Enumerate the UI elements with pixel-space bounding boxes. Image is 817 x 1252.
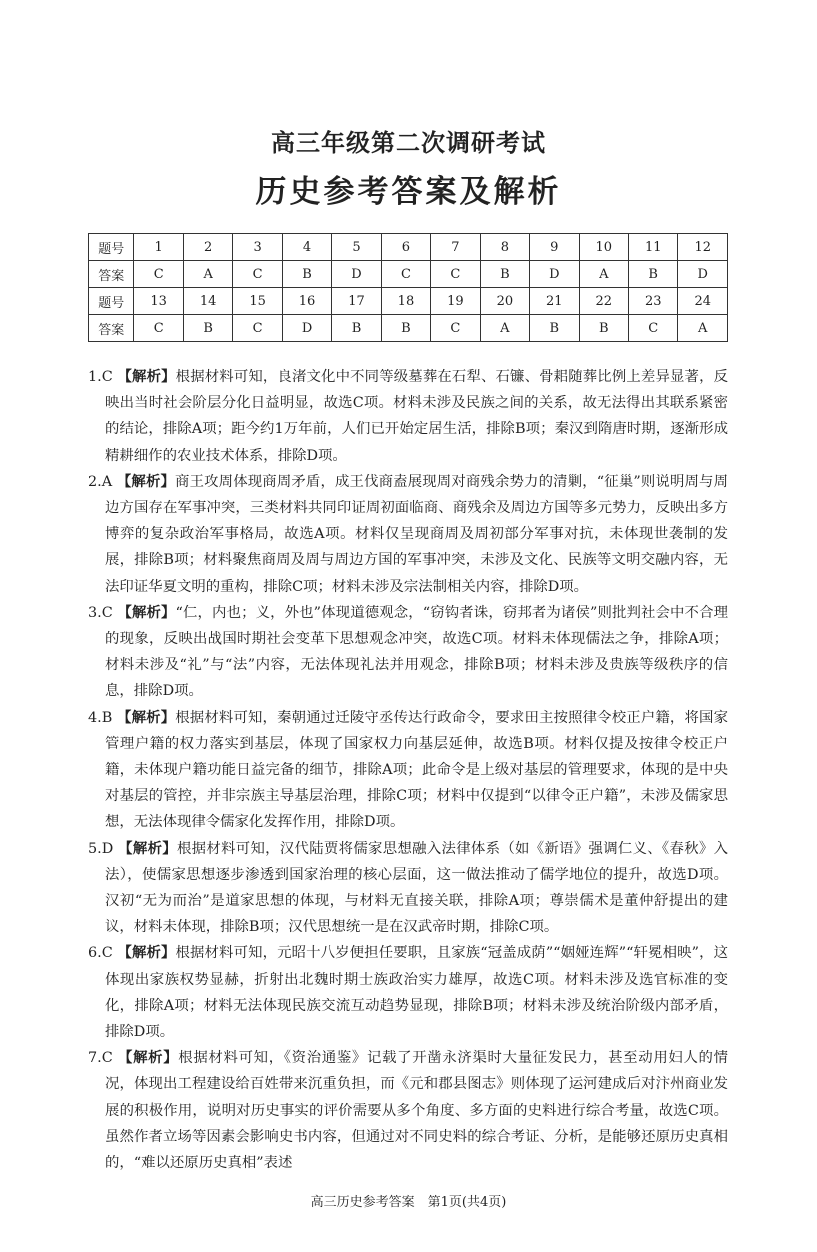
- row-label: 题号: [89, 234, 134, 261]
- table-row: [89, 261, 728, 288]
- item-text: 根据材料可知，良渚文化中不同等级墓葬在石犁、石镰、骨耜随葬比例上差异显著，反映出当时社会阶层分化日益明显，故选C项。材料未涉及民族之间的关系，故无法得出其联系紧密的结论，排除A项；距今约1万年前，人们已开始定居生活，排除B项；秦汉到隋唐时期，逐渐形成精耕细作的农业技术体系，排除D项。: [105, 369, 728, 464]
- explanation-item: [88, 1045, 728, 1176]
- table-cell: D: [332, 261, 381, 288]
- row-label: 答案: [89, 261, 134, 288]
- table-cell: 24: [678, 288, 728, 315]
- table-cell: C: [134, 315, 183, 342]
- item-text: 根据材料可知，秦朝通过迁陵守丞传达行政命令，要求田主按照律令校正户籍，将国家管理户籍的权力落实到基层，体现了国家权力向基层延伸，故选B项。材料仅提及按律令校正户籍，未体现户籍功能日益完备的细节，排除A项；此命令是上级对基层的管理要求，体现的是中央对基层的管控，并非宗族主导基层治理，排除C项；材料中仅提到“以律令正户籍”，未涉及儒家思想，无法体现律令儒家化发挥作用，排除D项。: [105, 709, 728, 831]
- table-cell: D: [282, 315, 331, 342]
- table-cell: C: [134, 261, 183, 288]
- table-cell: A: [183, 261, 232, 288]
- table-cell: B: [332, 315, 381, 342]
- item-number: 6.C: [88, 945, 113, 962]
- table-cell: A: [480, 315, 529, 342]
- explanation-item: [88, 469, 728, 600]
- table-cell: 23: [628, 288, 677, 315]
- table-cell: 4: [282, 234, 331, 261]
- table-cell: D: [678, 261, 728, 288]
- analysis-tag: 【解析】: [117, 709, 176, 726]
- table-cell: 2: [183, 234, 232, 261]
- explanation-item: [88, 600, 728, 705]
- item-text: 商王攻周体现商周矛盾，成王伐商盍展现周对商残余势力的清剿，“征巢”则说明周与周边方国存在军事冲突，三类材料共同印证周初面临商、商残余及周边方国等多元势力，反映出多方博弈的复杂政治军事格局，故选A项。材料仅呈现商周及周初部分军事对抗，未体现世袭制的发展，排除B项；材料聚焦商周及周与周边方国的军事冲突，未涉及文化、民族等文明交融内容，无法印证华夏文明的重构，排除C项；材料未涉及宗法制相关内容，排除D项。: [105, 473, 728, 595]
- table-cell: 11: [628, 234, 677, 261]
- explanation-item: [88, 940, 728, 1045]
- analysis-tag: 【解析】: [117, 369, 176, 385]
- answer-table: [88, 233, 728, 342]
- item-text: 根据材料可知，元昭十八岁便担任要职，且家族“冠盖成荫”“姻娅连辉”“轩冕相映”，这体现出家族权势显赫，折射出北魏时期士族政治实力雄厚，故选C项。材料未涉及选官标准的变化，排除A项；材料无法体现民族交流互动趋势显现，排除B项；材料未涉及统治阶级内部矛盾，排除D项。: [105, 945, 728, 1041]
- table-cell: D: [530, 261, 579, 288]
- item-number: 2.A: [88, 473, 113, 490]
- table-cell: B: [530, 315, 579, 342]
- analysis-tag: 【解析】: [116, 473, 176, 490]
- table-cell: C: [431, 261, 480, 288]
- table-cell: A: [579, 261, 628, 288]
- explanations: [88, 364, 728, 1176]
- table-cell: 20: [480, 288, 529, 315]
- explanation-item: [88, 705, 728, 836]
- table-cell: C: [381, 261, 430, 288]
- analysis-tag: 【解析】: [117, 945, 176, 962]
- item-text: 根据材料可知，《资治通鉴》记载了开凿永济渠时大量征发民力，甚至动用妇人的情况，体现出工程建设给百姓带来沉重负担，而《元和郡县图志》则体现了运河建成后对汴州商业发展的积极作用，说明对历史事实的评价需要从多个角度、多方面的史料进行综合考量，故选C项。虽然作者立场等因素会影响史书内容，但通过对不同史料的综合考证、分析，是能够还原历史真相的，“难以还原历史真相”表述: [105, 1050, 728, 1172]
- item-text: “仁，内也；义，外也”体现道德观念，“窃钩者诛，窃邦者为诸侯”则批判社会中不合理的现象，反映出战国时期社会变革下思想观念冲突，故选C项。材料未体现儒法之争，排除A项；材料未涉及“礼”与“法”内容，无法体现礼法并用观念，排除B项；材料未涉及贵族等级秩序的信息，排除D项。: [105, 604, 728, 700]
- table-row: [89, 234, 728, 261]
- table-row: [89, 288, 728, 315]
- table-cell: 5: [332, 234, 381, 261]
- table-cell: C: [431, 315, 480, 342]
- item-number: 5.D: [88, 840, 114, 857]
- page-footer: 高三历史参考答案 第1页(共4页): [310, 1195, 507, 1211]
- table-cell: B: [579, 315, 628, 342]
- table-cell: 3: [233, 234, 282, 261]
- table-cell: 22: [579, 288, 628, 315]
- table-cell: 13: [134, 288, 183, 315]
- table-cell: 21: [530, 288, 579, 315]
- row-label: 答案: [89, 315, 134, 342]
- table-cell: 19: [431, 288, 480, 315]
- item-number: 4.B: [88, 709, 113, 726]
- table-cell: 6: [381, 234, 430, 261]
- table-cell: 15: [233, 288, 282, 315]
- table-cell: C: [233, 315, 282, 342]
- table-cell: 18: [381, 288, 430, 315]
- table-cell: 1: [134, 234, 183, 261]
- table-cell: A: [678, 315, 728, 342]
- analysis-tag: 【解析】: [118, 840, 177, 857]
- table-cell: 9: [530, 234, 579, 261]
- item-number: 7.C: [88, 1050, 113, 1067]
- item-number: 3.C: [88, 604, 113, 621]
- table-cell: 14: [183, 288, 232, 315]
- table-cell: 17: [332, 288, 381, 315]
- table-cell: B: [628, 261, 677, 288]
- table-cell: B: [381, 315, 430, 342]
- table-cell: 10: [579, 234, 628, 261]
- table-cell: 16: [282, 288, 331, 315]
- table-cell: B: [282, 261, 331, 288]
- table-cell: C: [233, 261, 282, 288]
- table-row: [89, 315, 728, 342]
- table-cell: B: [480, 261, 529, 288]
- analysis-tag: 【解析】: [117, 604, 176, 621]
- row-label: 题号: [89, 288, 134, 315]
- item-text: 根据材料可知，汉代陆贾将儒家思想融入法律体系（如《新语》强调仁义、《春秋》入法），使儒家思想逐步渗透到国家治理的核心层面，这一做法推动了儒学地位的提升，故选D项。汉初“无为而治”是道家思想的体现，与材料无直接关联，排除A项；尊崇儒术是董仲舒提出的建议，材料未体现，排除B项；汉代思想统一是在汉武帝时期，排除C项。: [105, 840, 728, 936]
- exam-title: 高三年级第二次调研考试: [271, 128, 546, 157]
- table-cell: 8: [480, 234, 529, 261]
- item-number: 1.C: [88, 369, 113, 385]
- document-title: 历史参考答案及解析: [255, 174, 562, 210]
- explanation-item: [88, 364, 728, 469]
- table-cell: 12: [678, 234, 728, 261]
- table-cell: C: [628, 315, 677, 342]
- analysis-tag: 【解析】: [118, 1050, 179, 1067]
- table-cell: B: [183, 315, 232, 342]
- explanation-item: [88, 836, 728, 941]
- table-cell: 7: [431, 234, 480, 261]
